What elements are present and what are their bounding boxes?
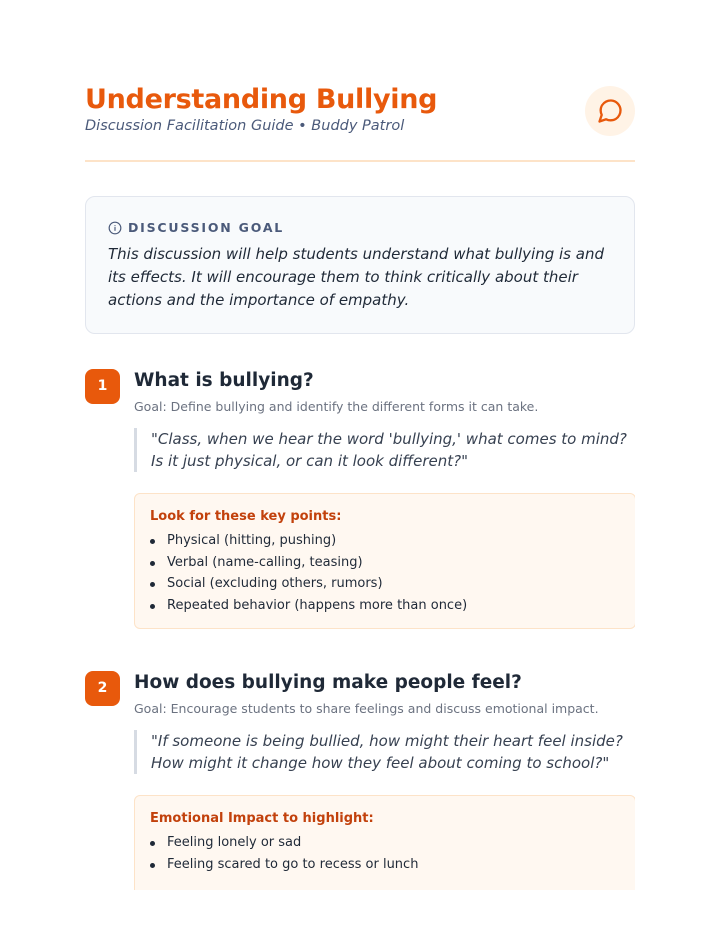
key-points-list — [150, 832, 418, 875]
facilitator-prompt-quote: "Class, when we hear the word 'bullying,' what comes to mind? Is it just physical, or can it look different?" — [134, 428, 635, 472]
discussion-section — [85, 671, 635, 890]
section-title: How does bullying make people feel? — [134, 672, 522, 693]
list-item: Repeated behavior (happens more than once) — [150, 595, 467, 617]
discussion-goal-text: This discussion will help students understand what bullying is and its effects. It will encourage them to think critically about their actions and the importance of empathy. — [108, 245, 604, 309]
discussion-section — [85, 369, 635, 639]
section-title: What is bullying? — [134, 370, 314, 391]
discussion-goal-heading — [108, 220, 284, 238]
page-subtitle: Discussion Facilitation Guide • Buddy Patrol — [85, 118, 405, 134]
list-item: Feeling lonely or sad — [150, 832, 418, 854]
key-points-panel — [134, 493, 635, 629]
facilitator-prompt-quote: "If someone is being bullied, how might their heart feel inside? How might it change how they feel about coming to school?" — [134, 730, 635, 774]
section-number-badge: 2 — [85, 671, 120, 706]
discussion-goal-label: DISCUSSION GOAL — [128, 220, 285, 235]
discussion-goal-box — [85, 196, 635, 334]
list-item: Social (excluding others, rumors) — [150, 573, 467, 595]
list-item: Verbal (name-calling, teasing) — [150, 552, 467, 574]
key-points-panel — [134, 795, 635, 890]
list-item: Feeling scared to go to recess or lunch — [150, 854, 418, 876]
page-header — [85, 84, 635, 162]
guide-page — [85, 0, 635, 890]
key-points-list — [150, 530, 467, 617]
section-goal: Goal: Encourage students to share feelings and discuss emotional impact. — [134, 701, 599, 716]
key-points-title: Emotional Impact to highlight: — [150, 811, 374, 826]
chat-bubble-icon — [585, 86, 635, 136]
section-goal: Goal: Define bullying and identify the different forms it can take. — [134, 399, 539, 414]
list-item: Physical (hitting, pushing) — [150, 530, 467, 552]
section-number-badge: 1 — [85, 369, 120, 404]
info-icon — [108, 221, 122, 238]
page-title: Understanding Bullying — [85, 84, 438, 115]
key-points-title: Look for these key points: — [150, 509, 342, 524]
